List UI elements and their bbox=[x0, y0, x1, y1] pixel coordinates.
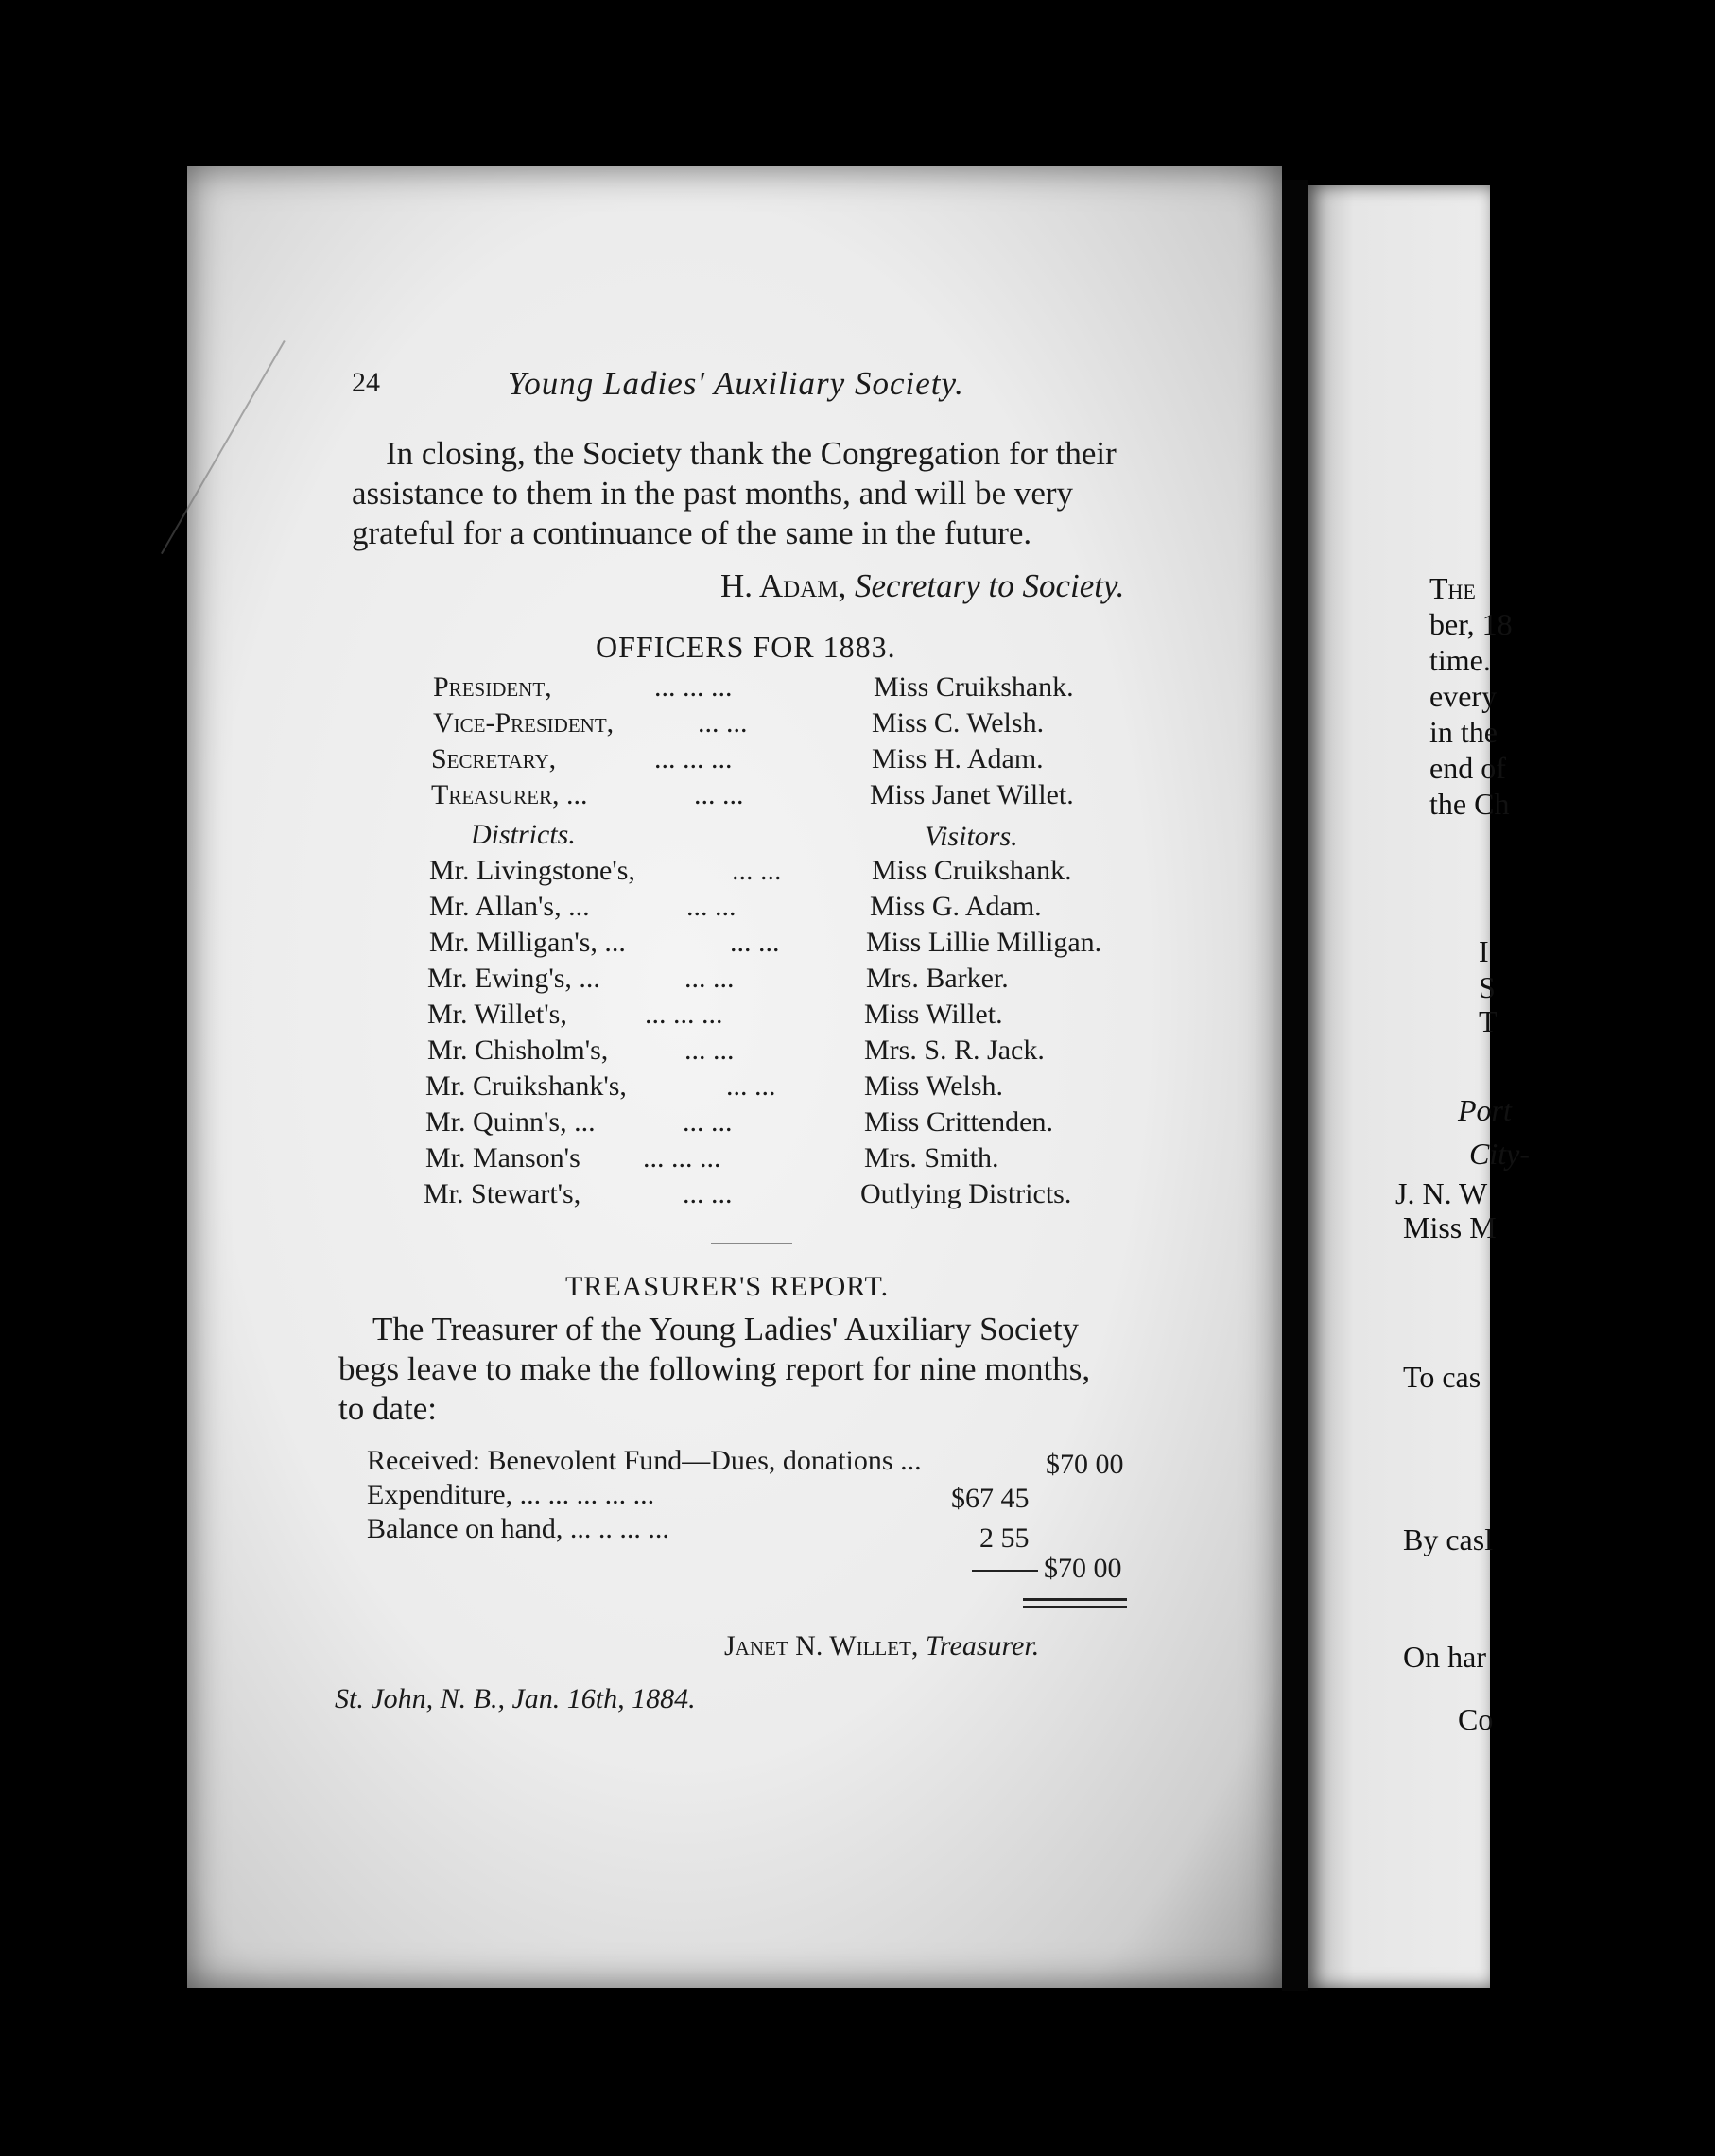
leader-dots: ... ... ... bbox=[643, 1142, 721, 1174]
signature-name: H. Adam, bbox=[720, 567, 847, 604]
visitors-heading: Visitors. bbox=[925, 821, 1018, 852]
officer-name: Miss Cruikshank. bbox=[874, 671, 1074, 703]
facing-text: To cas bbox=[1403, 1360, 1481, 1394]
report-intro-line: The Treasurer of the Young Ladies' Auxiliary Society bbox=[372, 1311, 1080, 1348]
facing-text: On har bbox=[1403, 1640, 1486, 1674]
facing-text: J. N. W bbox=[1395, 1176, 1488, 1210]
facing-page-fragment bbox=[1308, 185, 1530, 1988]
treasurer-report-heading: TREASURER'S REPORT. bbox=[565, 1271, 890, 1302]
section-divider bbox=[711, 1243, 792, 1244]
received-amount: $70 00 bbox=[1046, 1449, 1124, 1480]
leader-dots: ... ... bbox=[683, 1178, 733, 1209]
total-double-rule bbox=[1023, 1606, 1127, 1608]
secretary-signature bbox=[720, 567, 1124, 605]
leader-dots: ... ... bbox=[730, 927, 780, 958]
total-amount: $70 00 bbox=[1044, 1553, 1122, 1584]
facing-text: end of bbox=[1429, 751, 1506, 785]
leader-dots: ... ... ... bbox=[654, 743, 733, 774]
district-name: Mr. Ewing's, ... bbox=[427, 963, 600, 994]
visitor-name: Mrs. Smith. bbox=[864, 1142, 999, 1174]
facing-text: S bbox=[1479, 970, 1496, 1004]
district-name: Mr. Manson's bbox=[425, 1142, 580, 1174]
officer-role: Treasurer, ... bbox=[431, 779, 588, 810]
running-title: Young Ladies' Auxiliary Society. bbox=[508, 365, 964, 402]
treasurer-signature bbox=[724, 1630, 1039, 1662]
facing-text: in the bbox=[1429, 715, 1498, 749]
visitor-name: Miss Welsh. bbox=[864, 1070, 1004, 1102]
leader-dots: ... ... bbox=[686, 891, 736, 922]
visitor-name: Miss Crittenden. bbox=[864, 1106, 1053, 1138]
leader-dots: ... ... bbox=[684, 963, 735, 994]
received-label: Received: Benevolent Fund—Dues, donations ... bbox=[367, 1445, 922, 1476]
district-name: Mr. Milligan's, ... bbox=[429, 927, 626, 958]
expenditure-amount: $67 45 bbox=[951, 1483, 1030, 1514]
district-name: Mr. Cruikshank's, bbox=[425, 1070, 627, 1102]
leader-dots: ... ... ... bbox=[645, 999, 723, 1030]
districts-heading: Districts. bbox=[471, 819, 576, 850]
district-name: Mr. Quinn's, ... bbox=[425, 1106, 596, 1138]
visitor-name: Mrs. Barker. bbox=[866, 963, 1009, 994]
leader-dots: ... ... bbox=[726, 1070, 776, 1102]
facing-text: ber, 18 bbox=[1429, 607, 1513, 641]
district-name: Mr. Chisholm's, bbox=[427, 1035, 609, 1066]
visitor-name: Miss Lillie Milligan. bbox=[866, 927, 1102, 958]
facing-text: City- bbox=[1469, 1137, 1530, 1171]
closing-line: In closing, the Society thank the Congregation for their bbox=[386, 435, 1117, 472]
leader-dots: ... ... bbox=[732, 855, 782, 886]
officer-name: Miss Janet Willet. bbox=[870, 779, 1074, 810]
district-name: Mr. Willet's, bbox=[427, 999, 567, 1030]
facing-text: every bbox=[1429, 679, 1498, 713]
district-name: Mr. Stewart's, bbox=[424, 1178, 581, 1209]
officer-name: Miss H. Adam. bbox=[872, 743, 1044, 774]
signature-title: Treasurer. bbox=[925, 1630, 1040, 1661]
dateline: St. John, N. B., Jan. 16th, 1884. bbox=[335, 1683, 696, 1714]
closing-line: grateful for a continuance of the same in the future. bbox=[352, 514, 1032, 551]
officer-role: Secretary, bbox=[431, 743, 557, 774]
expenditure-label: Expenditure, ... ... ... ... ... bbox=[367, 1479, 655, 1510]
officers-heading: OFFICERS FOR 1883. bbox=[596, 630, 896, 664]
officer-name: Miss C. Welsh. bbox=[872, 707, 1045, 739]
visitor-name: Miss Cruikshank. bbox=[872, 855, 1072, 886]
facing-text: T bbox=[1479, 1004, 1498, 1038]
total-double-rule bbox=[1023, 1598, 1127, 1601]
leader-dots: ... ... ... bbox=[654, 671, 733, 703]
page-number: 24 bbox=[352, 367, 380, 398]
district-name: Mr. Allan's, ... bbox=[429, 891, 590, 922]
signature-title: Secretary to Society. bbox=[854, 567, 1125, 604]
district-name: Mr. Livingstone's, bbox=[429, 855, 635, 886]
facing-text: I bbox=[1479, 934, 1489, 968]
balance-amount: 2 55 bbox=[979, 1522, 1030, 1554]
sum-rule bbox=[972, 1570, 1038, 1572]
officer-role: President, bbox=[433, 671, 552, 703]
officer-role: Vice-President, bbox=[433, 707, 615, 739]
balance-label: Balance on hand, ... .. ... ... bbox=[367, 1513, 669, 1544]
facing-text: Miss M bbox=[1403, 1210, 1497, 1244]
leader-dots: ... ... bbox=[683, 1106, 733, 1138]
report-intro-line: begs leave to make the following report for nine months, bbox=[338, 1350, 1091, 1387]
leader-dots: ... ... bbox=[698, 707, 748, 739]
visitor-name: Mrs. S. R. Jack. bbox=[864, 1035, 1045, 1066]
leader-dots: ... ... bbox=[694, 779, 744, 810]
closing-line: assistance to them in the past months, and will be very bbox=[352, 475, 1074, 512]
visitor-name: Miss Willet. bbox=[864, 999, 1003, 1030]
signature-name: Janet N. Willet, bbox=[724, 1630, 919, 1661]
report-intro-line: to date: bbox=[338, 1390, 437, 1427]
facing-text: Port bbox=[1458, 1093, 1512, 1127]
facing-text: By casl bbox=[1403, 1522, 1494, 1556]
facing-text: time. bbox=[1429, 643, 1491, 677]
leader-dots: ... ... bbox=[684, 1035, 735, 1066]
facing-text: the Ch bbox=[1429, 787, 1510, 821]
book-gutter bbox=[1282, 180, 1308, 1991]
visitor-name: Outlying Districts. bbox=[860, 1178, 1072, 1209]
visitor-name: Miss G. Adam. bbox=[870, 891, 1042, 922]
facing-text: The bbox=[1429, 571, 1476, 605]
facing-text: Co bbox=[1458, 1702, 1494, 1736]
